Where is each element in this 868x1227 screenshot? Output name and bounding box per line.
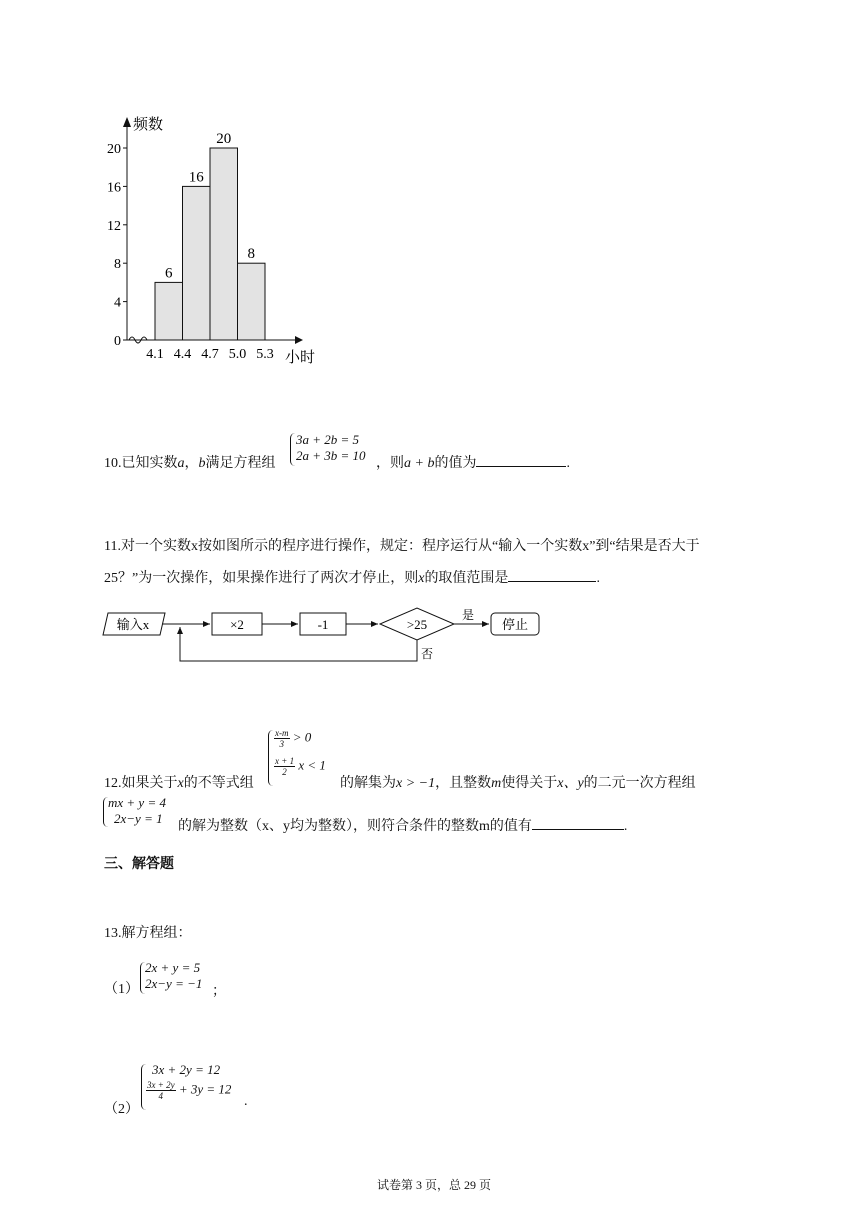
q11-line2b: 的取值范围是 [424,571,509,586]
q11-var-x: x [418,571,425,586]
q13-p2-eq2 [146,1080,231,1101]
q10-prefix: 10.已知实数 [104,456,178,471]
x-tick-label: 4.1 [146,347,164,362]
q13-p2-end: . [244,1094,248,1109]
bar-value-label: 6 [165,265,173,282]
q10-tail [376,452,570,472]
q10-after: ，则 [376,456,404,471]
flowchart [100,603,550,668]
q12-mid: 的不等式组 [183,776,254,791]
question-12-line2 [178,815,627,835]
bar-value-label: 16 [188,169,204,186]
q12-line2: 的解为整数（x、y均为整数），则符合条件的整数m的值有 [178,819,532,834]
q10-end: . [566,456,570,471]
q12-after2: 使得关于 [501,776,558,791]
q13-p2-num: 3x + 2y [147,1080,175,1090]
q10-comma: ， [184,456,199,471]
flow-compare-label: >25 [406,617,428,632]
question-10 [104,452,276,472]
q10-expr: a + b [404,456,435,471]
y-tick-label: 8 [114,257,121,273]
q12-answer-blank[interactable] [532,815,624,830]
x-tick-label: 5.3 [256,347,274,362]
flow-input-label: 输入x [116,617,150,632]
x-tick-label: 4.4 [173,347,192,362]
y-tick-label: 12 [107,218,121,234]
x-axis-label: 小时 [285,350,316,366]
q10-answer-blank[interactable] [476,452,566,467]
q12-eq1: mx + y = 4 [108,795,166,810]
q13-p2-eq1: 3x + 2y = 12 [152,1062,221,1077]
q12-sol-pre: 的解集为 [340,776,396,791]
q12-solution: x > −1 [396,776,436,791]
q13-p1-end: ； [212,984,226,999]
histogram-bar [183,186,211,340]
q12-eq2: 2x−y = 1 [114,811,163,826]
histogram-chart [95,105,335,375]
histogram-bar [210,148,238,340]
q12-ineq1-rest: > 0 [292,729,312,745]
histogram-bar [155,282,183,340]
page-footer: 试卷第 3 页，总 29 页 [376,1178,491,1192]
flow-no-label: 否 [421,647,434,661]
question-11-line1: 11.对一个实数x按如图所示的程序进行操作，规定：程序运行从“输入一个实数x”到“结果是否大于 [104,539,700,554]
question-13-title: 13.解方程组： [104,926,192,941]
y-axis-arrow-icon [123,117,131,127]
q10-brace [290,433,295,466]
bar-value-label: 8 [247,246,255,263]
q13-p2-system [146,1062,231,1101]
q13-p1-eq1: 2x + y = 5 [145,960,201,975]
q12-ineq2-den: 2 [282,767,287,777]
y-axis-label: 频数 [133,117,164,133]
q13-p1-eq2: 2x−y = −1 [145,976,203,991]
q12-ineq1-num: x-m [275,728,289,738]
q12-after: ，且整数 [435,776,492,791]
q10-mid: 满足方程组 [205,456,276,471]
question-11-line2 [104,567,600,587]
q10-eq2: 2a + 3b = 10 [296,448,366,463]
section-heading: 三、解答题 [104,856,174,872]
y-tick-label: 0 [114,334,121,349]
q12-ineq2-num: x + 1 [275,756,295,766]
q10-suffix: 的值为 [434,456,477,471]
flow-yes-label: 是 [462,608,475,622]
q13-p2-den: 4 [158,1091,164,1101]
bar-value-label: 20 [216,131,232,147]
q12-var-xy: x、y [557,776,584,791]
q13-p1-system [145,960,202,992]
q12-prefix: 12.如果关于 [104,776,178,791]
question-12-part-a [104,772,254,792]
y-tick-label: 20 [107,142,121,157]
x-axis-arrow-icon [295,336,303,344]
x-tick-label: 5.0 [228,347,247,362]
q13-part2-label: （2） [104,1102,139,1117]
q12-after3: 的二元一次方程组 [583,776,696,791]
flow-loop-line [180,627,417,661]
q11-line2a: 25？”为一次操作，如果操作进行了两次才停止，则 [104,571,419,586]
flow-stop-label: 停止 [501,617,529,632]
q12-end: . [623,819,628,834]
q10-var-b: b [198,456,206,471]
q12-ineq2-rest: x < 1 [298,757,326,773]
q10-system [296,432,366,464]
q12-ineq1-den: 3 [279,739,284,749]
q12-ineq2 [274,756,326,777]
y-tick-label: 16 [107,180,121,196]
q12-var-m: m [491,776,502,791]
q13-part1-label: （1） [104,982,139,997]
flow-minus1-label: -1 [317,617,329,632]
q12-ineq1 [274,728,326,756]
q13-p2-rest: + 3y = 12 [178,1081,232,1097]
q11-end: . [596,571,600,586]
q12-ineq1-frac [274,728,290,749]
q11-answer-blank[interactable] [508,567,596,582]
q12-var-x: x [177,776,184,791]
q12-eq-system [108,795,166,827]
histogram-bar [238,263,266,340]
y-tick-label: 4 [114,295,121,311]
x-tick-label: 4.7 [201,347,219,362]
question-12-part-b [340,772,696,792]
flow-times2-label: ×2 [230,617,244,632]
q10-var-a: a [177,456,185,471]
q12-ineq-brace [268,730,273,786]
q12-ineq2-frac [274,756,295,777]
q12-ineq-system [274,728,326,777]
q10-eq1: 3a + 2b = 5 [296,432,360,447]
q13-p2-frac [146,1080,176,1101]
